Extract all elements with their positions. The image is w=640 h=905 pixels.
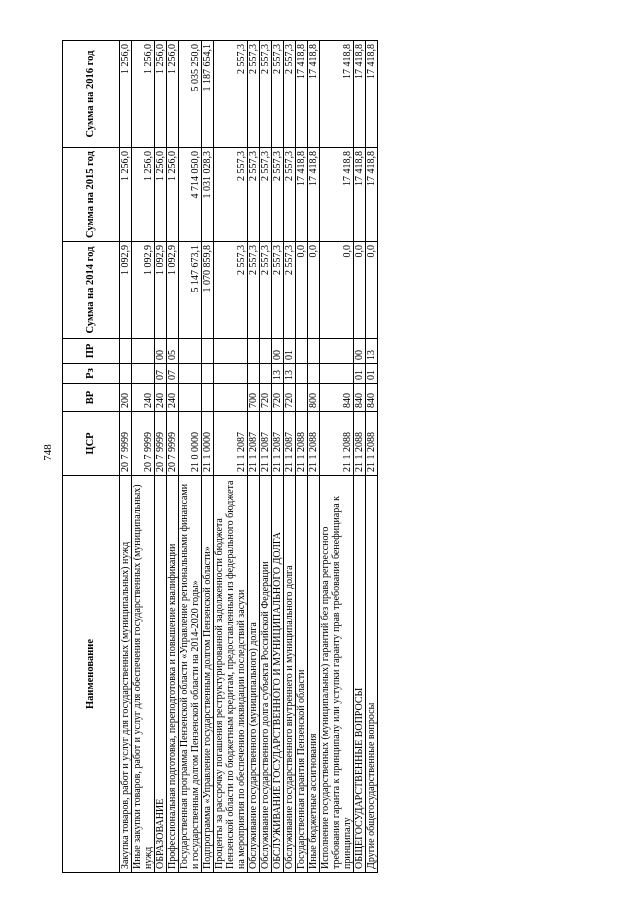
cell-pr — [248, 339, 260, 364]
cell-csr: 20 7 9999 — [167, 412, 179, 476]
cell-rz: 07 — [167, 364, 179, 384]
cell-rz — [260, 364, 272, 384]
cell-rz — [202, 364, 214, 384]
cell-name: Обслуживание государственного внутреннего и муниципального долга — [284, 476, 296, 873]
cell-y2015: 17 418,8 — [320, 148, 354, 242]
table-row — [179, 41, 202, 873]
cell-vr — [214, 384, 248, 412]
cell-pr — [214, 339, 248, 364]
cell-name: Другие общегосударственные вопросы — [366, 476, 378, 873]
table-row — [320, 41, 354, 873]
cell-y2016: 17 418,8 — [354, 41, 366, 148]
table-row — [260, 41, 272, 873]
cell-csr: 21 1 2087 — [284, 412, 296, 476]
cell-csr: 21 1 2087 — [272, 412, 284, 476]
cell-csr: 21 1 2087 — [248, 412, 260, 476]
cell-vr: 840 — [320, 384, 354, 412]
cell-pr — [179, 339, 202, 364]
cell-rz — [179, 364, 202, 384]
cell-rz: 01 — [354, 364, 366, 384]
cell-y2015: 17 418,8 — [354, 148, 366, 242]
cell-y2015: 2 557,3 — [284, 148, 296, 242]
cell-name: Государственная гарантия Пензенской области — [296, 476, 308, 873]
header-rz: Рз — [63, 364, 120, 384]
cell-csr: 21 0 0000 — [179, 412, 202, 476]
table-row — [202, 41, 214, 873]
cell-csr: 21 1 2088 — [296, 412, 308, 476]
table-row — [366, 41, 378, 873]
cell-name: Обслуживание государственного (муниципального) долга — [248, 476, 260, 873]
cell-y2015: 1 256,0 — [120, 148, 132, 242]
table-row — [296, 41, 308, 873]
cell-vr: 720 — [272, 384, 284, 412]
cell-pr — [308, 339, 320, 364]
cell-y2015: 1 031 028,3 — [202, 148, 214, 242]
cell-name: Иные бюджетные ассигнования — [308, 476, 320, 873]
header-pr: ПР — [63, 339, 120, 364]
table-row — [248, 41, 260, 873]
cell-y2016: 1 187 654,1 — [202, 41, 214, 148]
cell-vr — [179, 384, 202, 412]
cell-vr: 240 — [155, 384, 167, 412]
table-row — [132, 41, 155, 873]
cell-rz: 01 — [366, 364, 378, 384]
cell-vr — [202, 384, 214, 412]
cell-y2015: 17 418,8 — [366, 148, 378, 242]
cell-vr: 200 — [120, 384, 132, 412]
cell-csr: 21 1 2087 — [260, 412, 272, 476]
cell-rz: 13 — [284, 364, 296, 384]
cell-y2014: 1 070 859,8 — [202, 242, 214, 339]
header-vr: ВР — [63, 384, 120, 412]
cell-csr: 20 7 9999 — [155, 412, 167, 476]
cell-pr: 01 — [284, 339, 296, 364]
table-row — [120, 41, 132, 873]
header-row — [63, 41, 120, 873]
cell-pr: 13 — [366, 339, 378, 364]
cell-pr — [120, 339, 132, 364]
header-2014: Сумма на 2014 год — [63, 242, 120, 339]
header-name: Наименование — [63, 476, 120, 873]
table-body — [120, 41, 378, 873]
cell-y2016: 5 035 250,0 — [179, 41, 202, 148]
cell-name: Иные закупки товаров, работ и услуг для обеспечения государственных (муниципальных) нужд — [132, 476, 155, 873]
cell-y2014: 1 092,9 — [155, 242, 167, 339]
cell-y2015: 1 256,0 — [132, 148, 155, 242]
cell-y2014: 2 557,3 — [260, 242, 272, 339]
cell-y2014: 1 092,9 — [120, 242, 132, 339]
budget-table — [62, 40, 378, 873]
cell-name: Проценты за рассрочку погашения реструктурированной задолженности бюджета Пензенской области по бюджетным кредитам, предоставленным из федерального бюджета на мероприятия по обеспечению ликвидации последствий засухи — [214, 476, 248, 873]
cell-y2015: 4 714 050,0 — [179, 148, 202, 242]
cell-pr — [320, 339, 354, 364]
cell-rz — [120, 364, 132, 384]
cell-name: Обслуживание государственного долга субъекта Российской Федерации — [260, 476, 272, 873]
cell-name: Профессиональная подготовка, переподготовка и повышение квалификации — [167, 476, 179, 873]
cell-csr: 21 1 2088 — [366, 412, 378, 476]
cell-y2015: 1 256,0 — [155, 148, 167, 242]
cell-y2015: 17 418,8 — [296, 148, 308, 242]
cell-csr: 20 7 9999 — [120, 412, 132, 476]
table-row — [155, 41, 167, 873]
cell-pr: 05 — [167, 339, 179, 364]
cell-name: ОБРАЗОВАНИЕ — [155, 476, 167, 873]
header-csr: ЦСР — [63, 412, 120, 476]
cell-vr — [296, 384, 308, 412]
cell-y2016: 17 418,8 — [366, 41, 378, 148]
cell-csr: 21 1 0000 — [202, 412, 214, 476]
cell-rz — [308, 364, 320, 384]
cell-pr — [202, 339, 214, 364]
cell-vr: 800 — [308, 384, 320, 412]
cell-rz — [296, 364, 308, 384]
cell-pr: 00 — [354, 339, 366, 364]
table-row — [308, 41, 320, 873]
header-2015: Сумма на 2015 год — [63, 148, 120, 242]
cell-y2016: 2 557,3 — [248, 41, 260, 148]
cell-y2016: 17 418,8 — [296, 41, 308, 148]
cell-name: Исполнение государственных (муниципальных) гарантий без права регрессного требования гаранта к принципалу или уступки гаранту прав требования бенефициара к принципалу — [320, 476, 354, 873]
cell-name: Государственная программа Пензенской области «Управление региональными финансами и государственным долгом Пензенской области на 2014-2020 годы» — [179, 476, 202, 873]
cell-y2016: 2 557,3 — [284, 41, 296, 148]
cell-pr — [132, 339, 155, 364]
cell-y2016: 17 418,8 — [308, 41, 320, 148]
cell-y2016: 1 256,0 — [167, 41, 179, 148]
cell-y2015: 17 418,8 — [308, 148, 320, 242]
cell-y2014: 5 147 673,1 — [179, 242, 202, 339]
cell-y2014: 0,0 — [354, 242, 366, 339]
cell-name: Подпрограмма «Управление государственным долгом Пензенской области» — [202, 476, 214, 873]
cell-y2014: 0,0 — [296, 242, 308, 339]
cell-vr: 720 — [284, 384, 296, 412]
cell-y2015: 2 557,3 — [260, 148, 272, 242]
cell-pr — [296, 339, 308, 364]
cell-pr: 00 — [155, 339, 167, 364]
cell-vr: 840 — [354, 384, 366, 412]
cell-y2016: 2 557,3 — [272, 41, 284, 148]
cell-rz: 07 — [155, 364, 167, 384]
cell-rz: 13 — [272, 364, 284, 384]
cell-y2016: 1 256,0 — [120, 41, 132, 148]
cell-y2015: 2 557,3 — [248, 148, 260, 242]
cell-csr: 21 1 2088 — [308, 412, 320, 476]
cell-y2014: 0,0 — [308, 242, 320, 339]
cell-vr: 720 — [260, 384, 272, 412]
cell-csr: 20 7 9999 — [132, 412, 155, 476]
cell-vr: 240 — [132, 384, 155, 412]
cell-name: Закупка товаров, работ и услуг для государственных (муниципальных) нужд — [120, 476, 132, 873]
cell-rz — [248, 364, 260, 384]
cell-csr: 21 1 2088 — [354, 412, 366, 476]
table-row — [214, 41, 248, 873]
table-row — [354, 41, 366, 873]
cell-name: ОБСЛУЖИВАНИЕ ГОСУДАРСТВЕННОГО И МУНИЦИПАЛЬНОГО ДОЛГА — [272, 476, 284, 873]
cell-vr: 700 — [248, 384, 260, 412]
cell-y2014: 2 557,3 — [214, 242, 248, 339]
cell-y2015: 2 557,3 — [272, 148, 284, 242]
header-2016: Сумма на 2016 год — [63, 41, 120, 148]
table-row — [167, 41, 179, 873]
cell-rz — [320, 364, 354, 384]
cell-csr: 21 1 2087 — [214, 412, 248, 476]
cell-y2014: 1 092,9 — [167, 242, 179, 339]
cell-y2016: 2 557,3 — [214, 41, 248, 148]
cell-y2016: 2 557,3 — [260, 41, 272, 148]
page-number: 748 — [42, 444, 54, 461]
cell-vr: 840 — [366, 384, 378, 412]
cell-y2014: 0,0 — [366, 242, 378, 339]
cell-y2014: 2 557,3 — [248, 242, 260, 339]
table-row — [272, 41, 284, 873]
cell-y2016: 17 418,8 — [320, 41, 354, 148]
cell-rz — [214, 364, 248, 384]
cell-y2014: 2 557,3 — [284, 242, 296, 339]
cell-pr: 00 — [272, 339, 284, 364]
cell-y2014: 0,0 — [320, 242, 354, 339]
cell-y2016: 1 256,0 — [155, 41, 167, 148]
cell-y2016: 1 256,0 — [132, 41, 155, 148]
cell-rz — [132, 364, 155, 384]
cell-y2015: 2 557,3 — [214, 148, 248, 242]
cell-pr — [260, 339, 272, 364]
cell-y2015: 1 256,0 — [167, 148, 179, 242]
cell-y2014: 1 092,9 — [132, 242, 155, 339]
cell-y2014: 2 557,3 — [272, 242, 284, 339]
cell-name: ОБЩЕГОСУДАРСТВЕННЫЕ ВОПРОСЫ — [354, 476, 366, 873]
cell-vr: 240 — [167, 384, 179, 412]
table-row — [284, 41, 296, 873]
cell-csr: 21 1 2088 — [320, 412, 354, 476]
